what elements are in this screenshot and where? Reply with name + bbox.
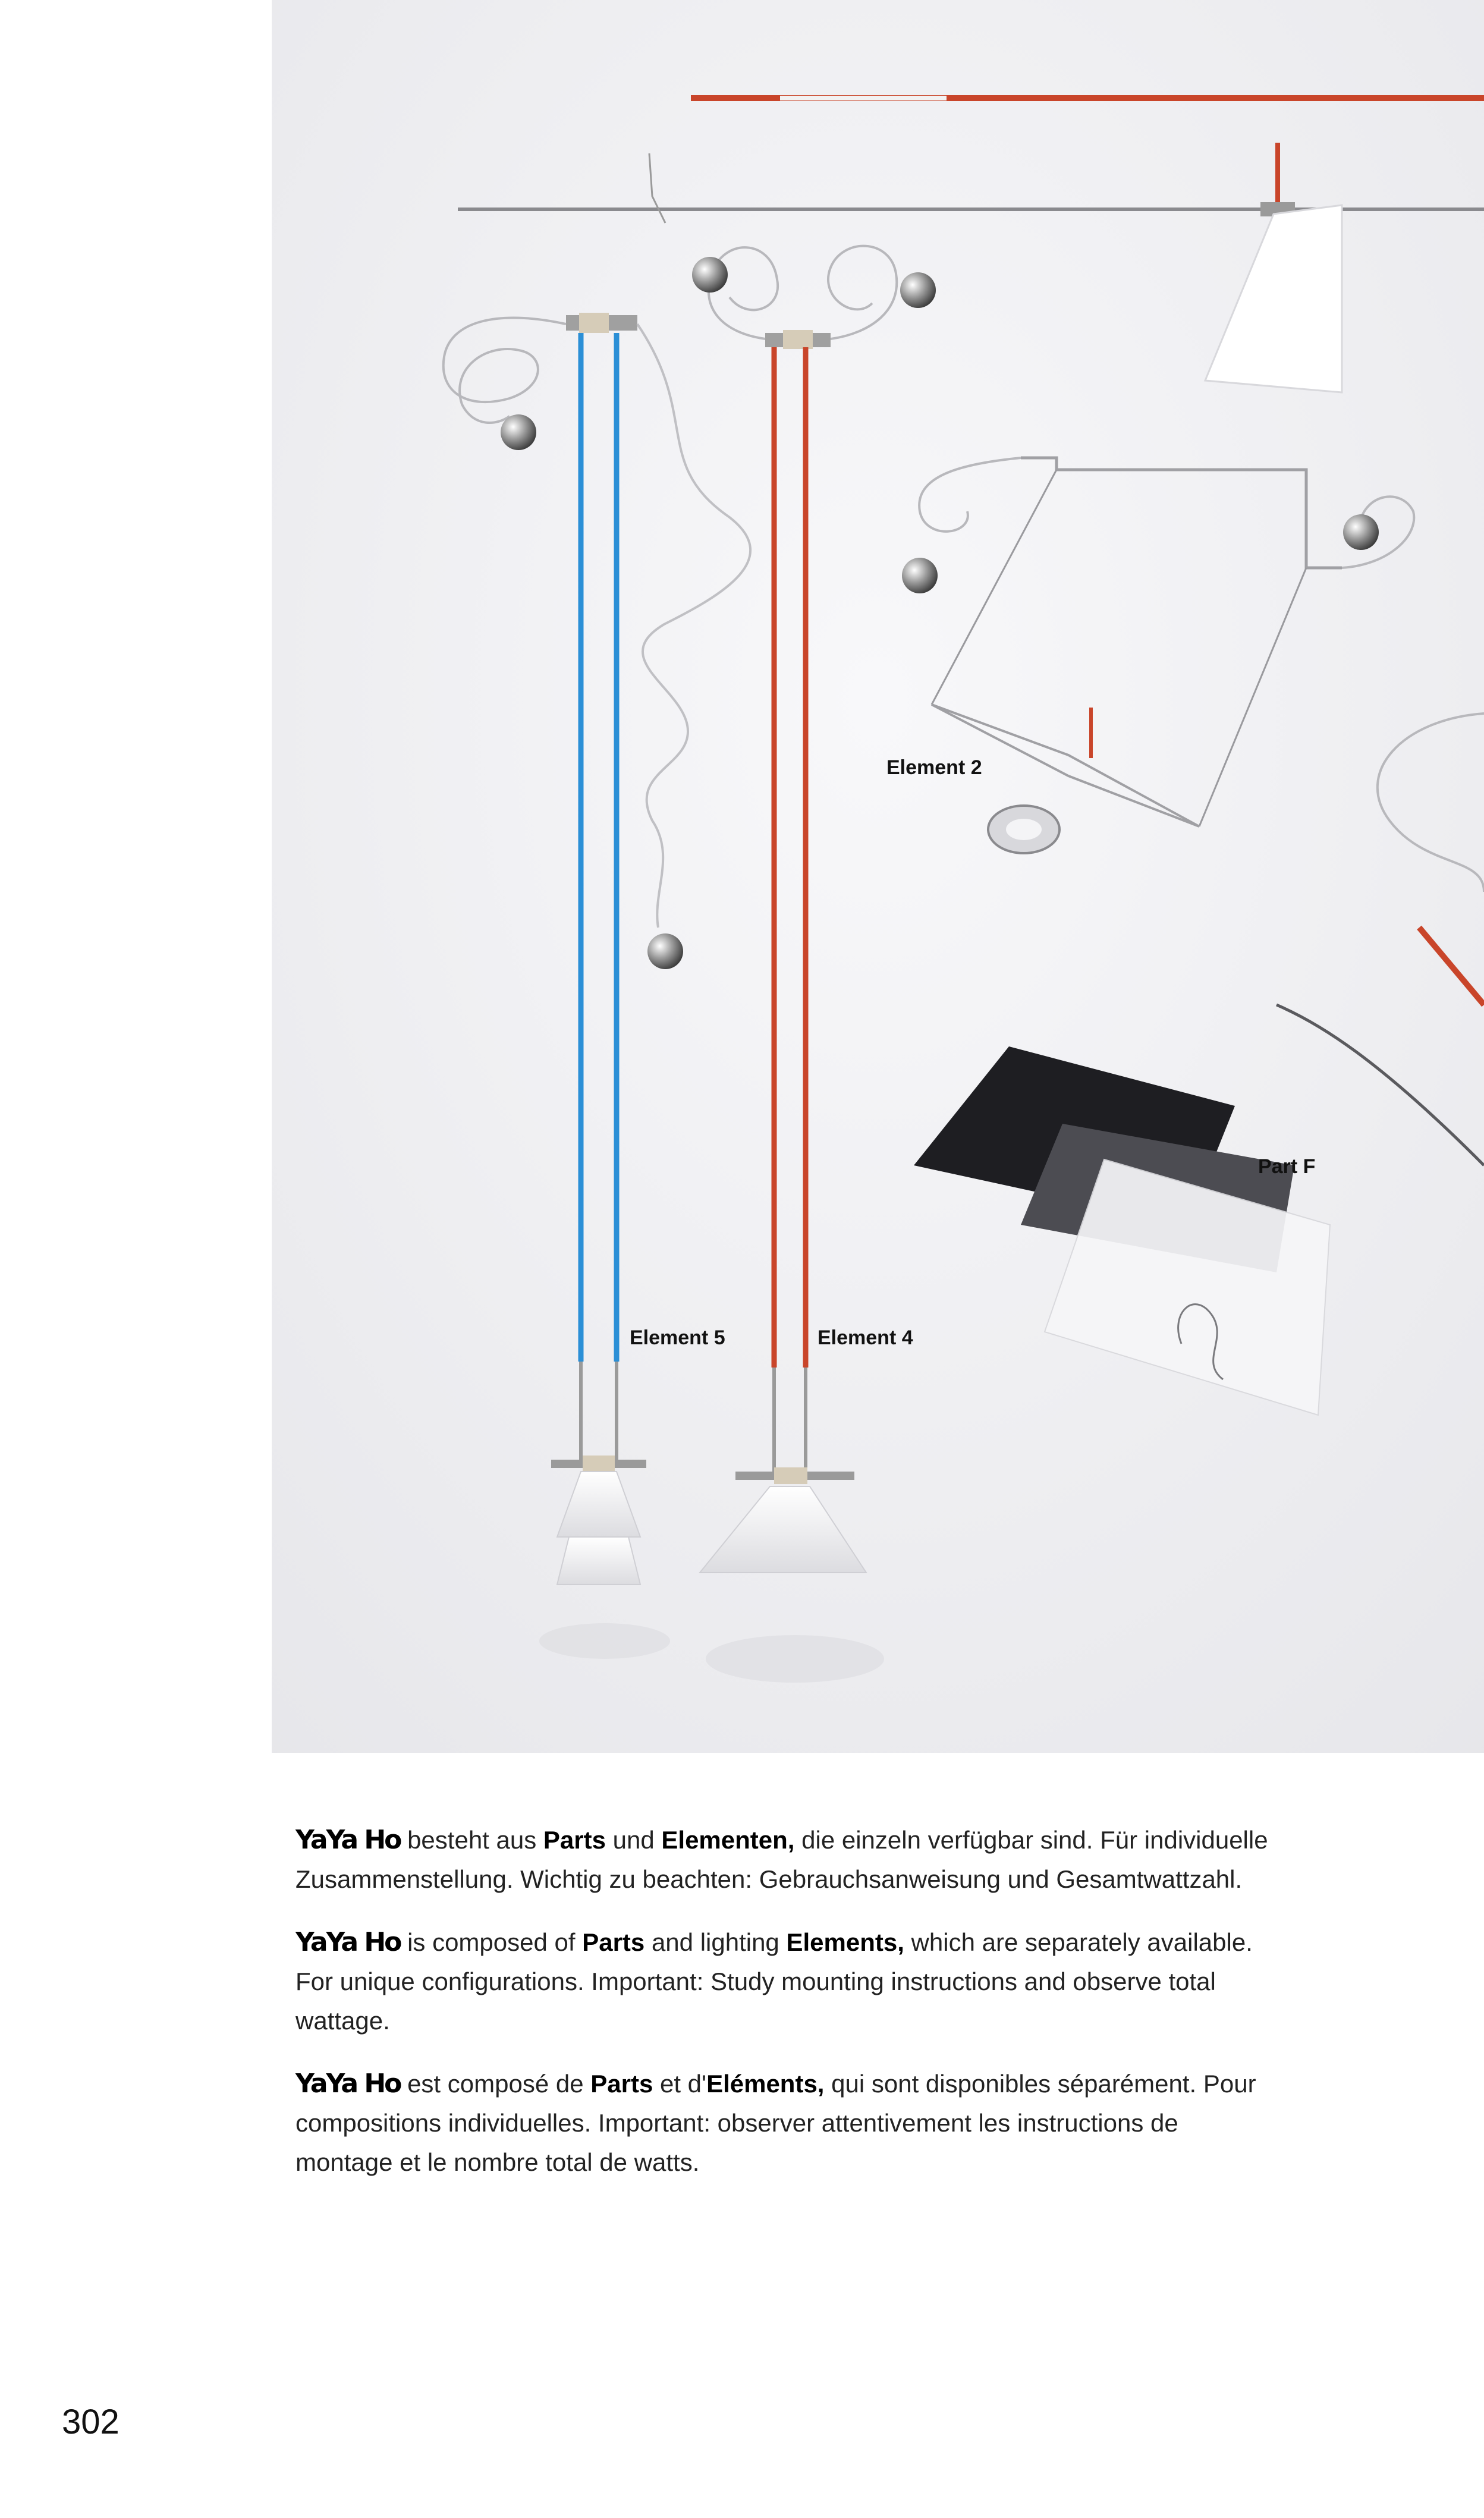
bold-term: Elements, (786, 1928, 904, 1956)
text-run: which are separately available. For unique configurations. Important: Study mounting instructions and observe total wattage. (295, 1928, 1253, 2035)
callout-part-f: Part F (1258, 1155, 1316, 1178)
lamp-illustration (272, 0, 1484, 1753)
description-french (295, 2064, 1271, 2182)
element2-ball-right (1343, 514, 1379, 550)
page-number: 302 (62, 2403, 120, 2441)
text-run: und (605, 1826, 662, 1854)
element4-shadow (706, 1635, 884, 1683)
element5-shade-sleeve (583, 1456, 615, 1471)
element4-ball-right (900, 272, 936, 308)
element5-sleeve (579, 313, 609, 333)
bold-term: Parts (543, 1826, 606, 1854)
element5-ball-weight (501, 414, 536, 450)
element4-ball-left (692, 257, 728, 293)
product-photo (272, 0, 1484, 1753)
brand-name: YaYa Ho (295, 1927, 401, 1957)
product-description (295, 1821, 1271, 2206)
callout-element-4: Element 4 (818, 1326, 913, 1349)
bold-term: Elementen, (661, 1826, 795, 1854)
description-german (295, 1821, 1271, 1899)
brand-name: YaYa Ho (295, 2069, 401, 2099)
text-run: est composé de (400, 2070, 591, 2098)
element2-bulb (1006, 819, 1042, 840)
element5-shadow (539, 1623, 670, 1659)
text-run: is composed of (400, 1928, 583, 1956)
text-run: besteht aus (400, 1826, 543, 1854)
callout-element-5: Element 5 (630, 1326, 725, 1349)
element2-ball-left (902, 558, 938, 593)
text-run: die einzeln verfügbar sind. Für individuelle Zusammenstellung. Wichtig zu beachten: Gebrauchsanweisung und Gesamtwattzahl. (295, 1826, 1268, 1893)
element4-shade-sleeve (774, 1467, 807, 1484)
description-english (295, 1923, 1271, 2041)
brand-name: YaYa Ho (295, 1825, 401, 1855)
element5-cable-ball (647, 933, 683, 969)
bold-term: Eléments, (706, 2070, 825, 2098)
text-run: qui sont disponibles séparément. Pour compositions individuelles. Important: observer attentivement les instructions de montage et le nombre total de watts. (295, 2070, 1256, 2176)
text-run: and lighting (644, 1928, 787, 1956)
bold-term: Parts (582, 1928, 645, 1956)
bold-term: Parts (590, 2070, 653, 2098)
element4-sleeve (783, 330, 813, 349)
callout-element-2: Element 2 (886, 756, 982, 779)
element5-lower-shade (557, 1537, 640, 1585)
text-run: et d' (653, 2070, 707, 2098)
